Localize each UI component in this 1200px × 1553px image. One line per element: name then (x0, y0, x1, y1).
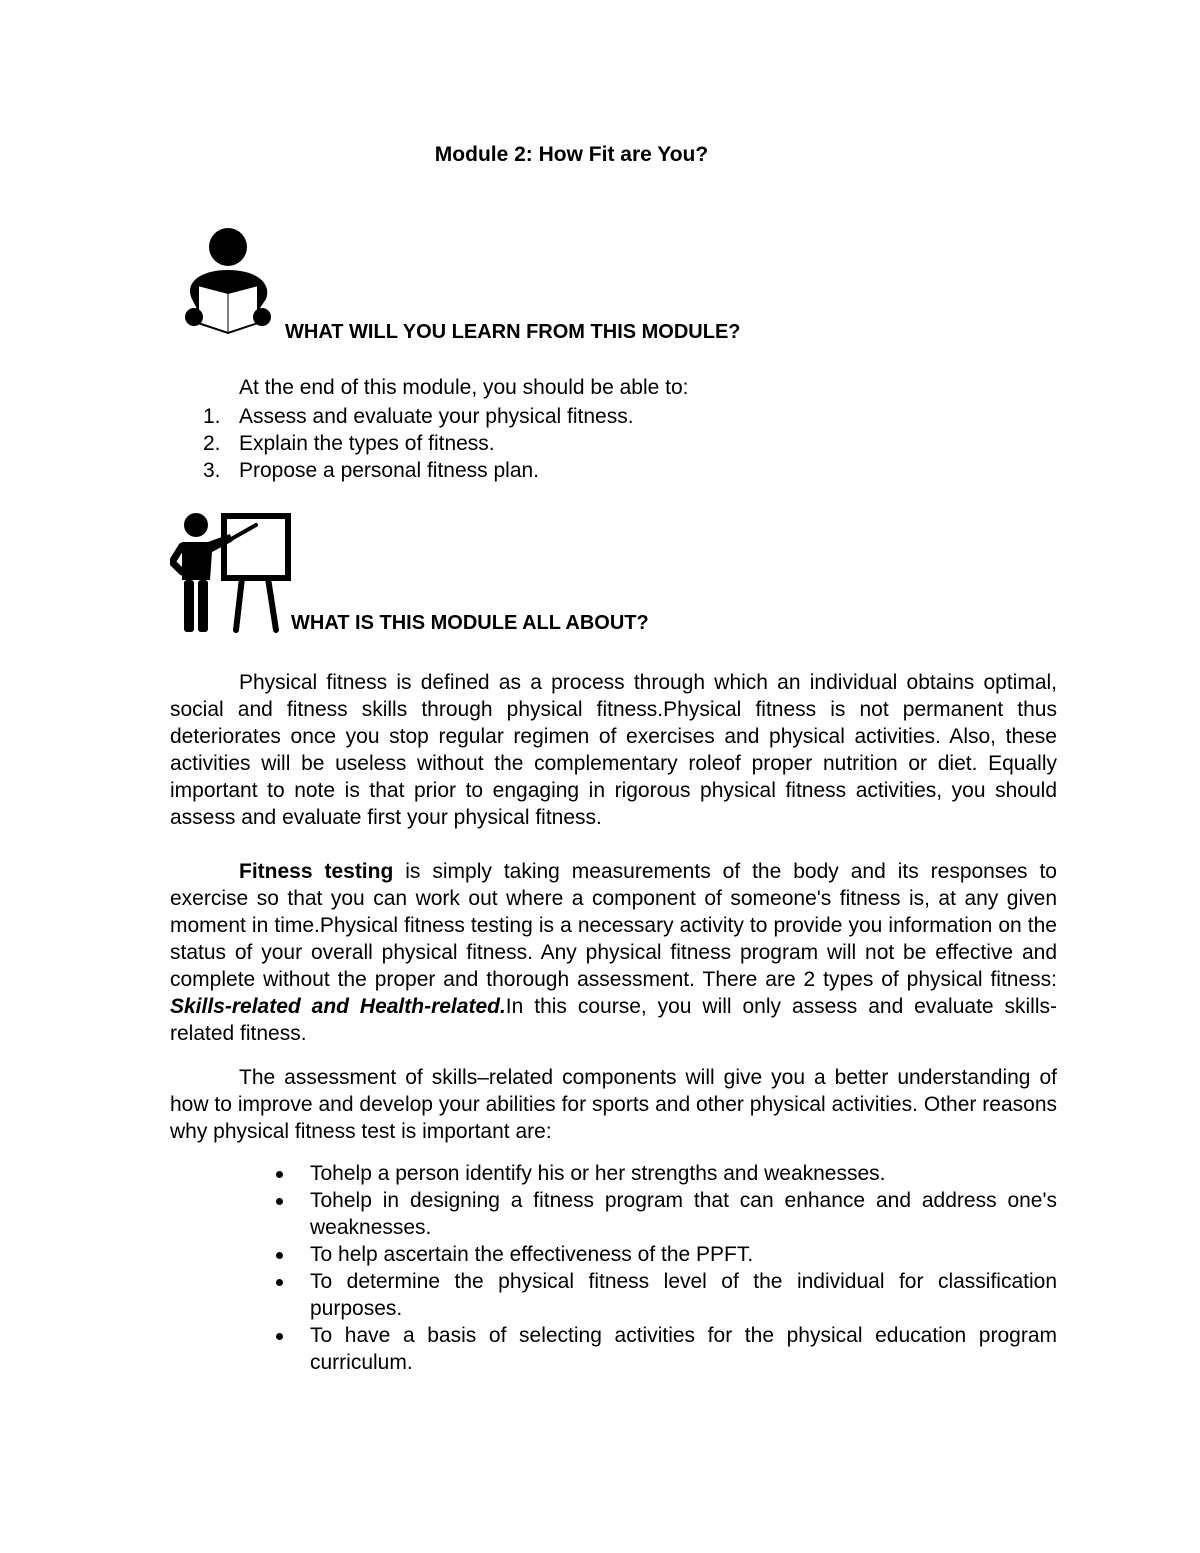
list-item: To help ascertain the effectiveness of the PPFT. (270, 1241, 1057, 1268)
list-item: 3. Propose a personal fitness plan. (203, 459, 540, 482)
list-item: To have a basis of selecting activities for the physical education program curriculum. (270, 1322, 1057, 1376)
fitness-types-emphasis: Skills-related and Health-related. (170, 995, 506, 1018)
bullet-icon (276, 1279, 283, 1286)
bullet-icon (276, 1198, 283, 1205)
list-item: To determine the physical fitness level of the individual for classification purposes. (270, 1268, 1057, 1322)
fitness-testing-term: Fitness testing (239, 860, 394, 883)
reasons-list (270, 1160, 1057, 1376)
objectives-intro: At the end of this module, you should be able to: (239, 376, 689, 399)
list-item: 2. Explain the types of fitness. (203, 432, 495, 455)
page-title: Module 2: How Fit are You? (434, 143, 709, 166)
list-item: Tohelp a person identify his or her strengths and weaknesses. (270, 1160, 1057, 1187)
paragraph-assessment: The assessment of skills–related components will give you a better understanding of how to improve and develop your abilities for sports and other physical activities. Other reasons why physical fitness test is important are: (170, 1066, 1057, 1143)
bullet-icon (276, 1333, 283, 1340)
bullet-icon (276, 1171, 283, 1178)
paragraph-fitness-testing: Fitness testing is simply taking measurements of the body and its responses to exercise so that you can work out where a component of someone's fitness is, at any given moment in time.Physical fitness testing is a necessary activity to provide you information on the status of your overall physical fitness. Any physical fitness program will not be effective and complete without the proper and thorough assessment. There are 2 types of physical fitness: Skills-related and Health-related.In this course, you will only assess and evaluate skills-related fitness. (170, 860, 1057, 1045)
teacher-at-board-icon (170, 510, 298, 635)
objectives-list (203, 403, 634, 484)
section-heading-about: WHAT IS THIS MODULE ALL ABOUT? (291, 612, 649, 634)
person-reading-book-icon (178, 225, 273, 343)
bullet-icon (276, 1252, 283, 1259)
paragraph-physical-fitness: Physical fitness is defined as a process through which an individual obtains optimal, social and fitness skills through physical fitness.Physical fitness is not permanent thus deteriorates once you stop regular regimen of exercises and physical activities. Also, these activities will be useless without the complementary roleof proper nutrition or diet. Equally important to note is that prior to engaging in rigorous physical fitness activities, you should assess and evaluate first your physical fitness. (170, 671, 1057, 829)
section-heading-learn: WHAT WILL YOU LEARN FROM THIS MODULE? (285, 321, 741, 343)
list-item: Tohelp in designing a fitness program that can enhance and address one's weaknesses. (270, 1187, 1057, 1241)
list-item: 1. Assess and evaluate your physical fitness. (203, 405, 634, 428)
